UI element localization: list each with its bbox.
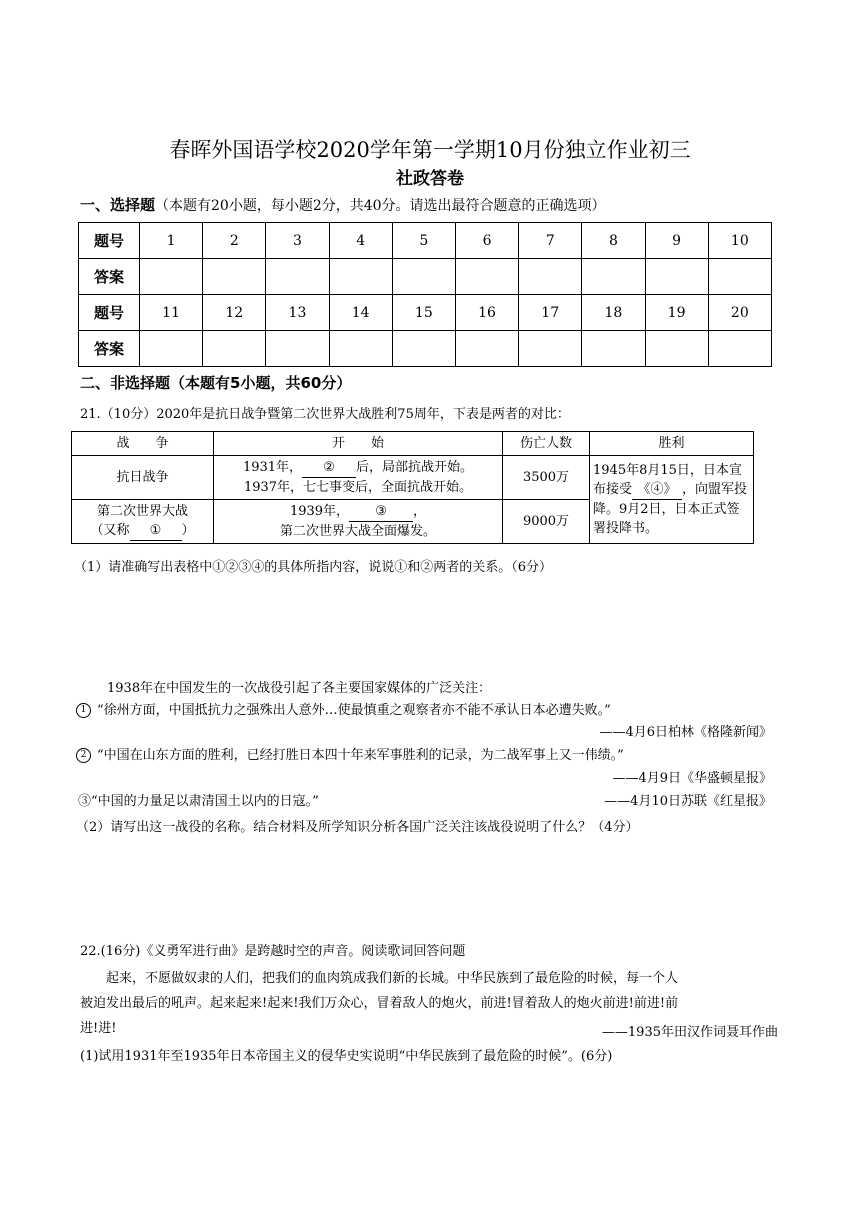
q22-sub1: (1)试用1931年至1935年日本帝国主义的侵华史实说明“中华民族到了最危险的时候”。(6分) xyxy=(80,1049,613,1064)
question-number: 10 xyxy=(708,223,771,259)
quote-3-source: ——4月10日苏联《红星报》 xyxy=(604,794,772,809)
question-number: 7 xyxy=(519,223,582,259)
material-intro: 1938年在中国发生的一次战役引起了各主要国家媒体的广泛关注： xyxy=(107,681,492,696)
quote-1 xyxy=(76,699,611,718)
answer-cell[interactable] xyxy=(519,259,582,295)
war2-start-b: 第二次世界大战全面爆发。 xyxy=(279,524,436,539)
war1-start-a-post: 后，局部抗战开始。 xyxy=(356,460,474,475)
answer-cell[interactable] xyxy=(519,331,582,367)
quote-1-text: “徐州方面，中国抵抗力之强殊出人意外…使最慎重之观察者亦不能不承认日本必遭失败。” xyxy=(97,703,611,718)
page-title: 春晖外国语学校2020学年第一学期10月份独立作业初三 xyxy=(169,138,691,162)
quote-1-source: ——4月6日柏林《格隆新闻》 xyxy=(599,725,772,740)
header-casualties: 伤亡人数 xyxy=(503,432,590,456)
question-number: 20 xyxy=(708,295,771,331)
q21-intro: 21.（10分）2020年是抗日战争暨第二次世界大战胜利75周年，下表是两者的对比： xyxy=(80,407,570,422)
blank-2[interactable]: ② xyxy=(302,458,356,478)
victory-text-pre: 1945年8月15日，日本宣布接受 xyxy=(593,463,742,497)
lyrics-line-1: 起来，不愿做奴隶的人们，把我们的血肉筑成我们新的长城。中华民族到了最危险的时候，每一个人 xyxy=(106,971,679,986)
question-number: 13 xyxy=(266,295,329,331)
war1-start-b: 1937年，七七事变后，全面抗战开始。 xyxy=(243,480,473,495)
answer-cell[interactable] xyxy=(582,331,645,367)
war2-start xyxy=(214,500,503,544)
header-start: 开 始 xyxy=(214,432,503,456)
label-number: 题号 xyxy=(79,295,140,331)
question-number: 4 xyxy=(329,223,392,259)
question-number: 12 xyxy=(203,295,266,331)
quote-3 xyxy=(78,790,319,809)
answer-cell[interactable] xyxy=(392,331,455,367)
answer-cell[interactable] xyxy=(140,259,203,295)
row-anti-japanese-war xyxy=(72,456,754,500)
answer-cell[interactable] xyxy=(708,331,771,367)
question-number: 9 xyxy=(645,223,708,259)
question-number: 2 xyxy=(203,223,266,259)
section1-heading xyxy=(80,194,606,215)
answer-cell[interactable] xyxy=(203,259,266,295)
question-number: 17 xyxy=(519,295,582,331)
header-victory: 胜利 xyxy=(590,432,754,456)
war2-casualties: 9000万 xyxy=(503,500,590,544)
label-number: 题号 xyxy=(79,223,140,259)
section1-note: （本题有20小题，每小题2分，共40分。请选出最符合题意的正确选项） xyxy=(155,198,606,214)
answer-cell[interactable] xyxy=(582,259,645,295)
q22-intro: 22.(16分)《义勇军进行曲》是跨越时空的声音。阅读歌词回答问题 xyxy=(80,944,466,959)
section2-heading xyxy=(80,372,351,393)
lyrics-source: ——1935年田汉作词聂耳作曲 xyxy=(601,1025,778,1040)
war2-start-pre: 1939年， xyxy=(289,504,350,519)
quote-marker-2: 2 xyxy=(76,748,91,763)
answer-cell[interactable] xyxy=(266,259,329,295)
war2-start-post: ， xyxy=(413,504,427,519)
question-number: 11 xyxy=(140,295,203,331)
question-number: 1 xyxy=(140,223,203,259)
victory-cell xyxy=(590,456,754,544)
question-number: 18 xyxy=(582,295,645,331)
answer-grid xyxy=(78,222,772,367)
answer-cell[interactable] xyxy=(203,331,266,367)
answer-grid-row-numbers-1 xyxy=(79,223,772,259)
answer-cell[interactable] xyxy=(455,331,518,367)
war2-alias-post: ） xyxy=(181,523,195,538)
war1-name: 抗日战争 xyxy=(72,456,214,500)
question-number: 6 xyxy=(455,223,518,259)
answer-cell[interactable] xyxy=(329,331,392,367)
blank-3[interactable]: ③ xyxy=(349,502,413,522)
question-number: 8 xyxy=(582,223,645,259)
question-number: 14 xyxy=(329,295,392,331)
answer-grid-row-numbers-2 xyxy=(79,295,772,331)
answer-grid-row-answers-1 xyxy=(79,259,772,295)
quote-2-source: ——4月9日《华盛顿星报》 xyxy=(612,771,772,786)
victory-text-post: ，向盟军投降。9月2日，日本正式签署投降书。 xyxy=(593,482,748,536)
war2-alias-pre: （又称 xyxy=(90,523,130,538)
q22-sub1-answer-area[interactable] xyxy=(80,1070,780,1180)
q21-sub2-answer-area[interactable] xyxy=(80,840,780,930)
war2-name xyxy=(72,500,214,544)
question-number: 3 xyxy=(266,223,329,259)
answer-cell[interactable] xyxy=(392,259,455,295)
war1-start xyxy=(214,456,503,500)
label-answer: 答案 xyxy=(79,331,140,367)
page-subtitle: 社政答卷 xyxy=(396,169,464,189)
comparison-table xyxy=(71,431,754,544)
section2-title: 二、非选择题（本题有5小题，共60分） xyxy=(80,374,352,392)
blank-4[interactable]: 《④》 xyxy=(632,480,682,500)
question-number: 19 xyxy=(645,295,708,331)
quote-marker-1: 1 xyxy=(76,703,91,718)
answer-cell[interactable] xyxy=(266,331,329,367)
answer-cell[interactable] xyxy=(708,259,771,295)
label-answer: 答案 xyxy=(79,259,140,295)
quote-2 xyxy=(76,744,624,763)
question-number: 5 xyxy=(392,223,455,259)
quote-3-text: “中国的力量足以肃清国土以内的日寇。” xyxy=(91,794,319,809)
section1-title: 一、选择题 xyxy=(80,196,156,214)
war1-start-a-pre: 1931年， xyxy=(242,460,303,475)
answer-cell[interactable] xyxy=(455,259,518,295)
question-number: 16 xyxy=(455,295,518,331)
war2-name-text: 第二次世界大战 xyxy=(96,504,188,519)
quote-2-text: “中国在山东方面的胜利，已经打胜日本四十年来军事胜利的记录，为二战军事上又一伟绩。” xyxy=(97,748,624,763)
lyrics-line-3: 进!进! xyxy=(80,1021,117,1036)
header-war: 战 争 xyxy=(72,432,214,456)
answer-cell[interactable] xyxy=(140,331,203,367)
comparison-header-row xyxy=(72,432,754,456)
q21-sub1-answer-area[interactable] xyxy=(80,580,780,670)
lyrics-line-2: 被迫发出最后的吼声。起来起来!起来!我们万众心，冒着敌人的炮火，前进!冒着敌人的炮火前进!前进!前 xyxy=(80,996,679,1011)
question-number: 15 xyxy=(392,295,455,331)
answer-grid-row-answers-2 xyxy=(79,331,772,367)
war1-casualties: 3500万 xyxy=(503,456,590,500)
q21-sub2: （2）请写出这一战役的名称。结合材料及所学知识分析各国广泛关注该战役说明了什么？（4分） xyxy=(76,820,639,835)
answer-cell[interactable] xyxy=(645,259,708,295)
quote-marker-3: ③ xyxy=(78,794,92,809)
answer-cell[interactable] xyxy=(645,331,708,367)
q21-sub1: （1）请准确写出表格中①②③④的具体所指内容，说说①和②两者的关系。（6分） xyxy=(74,560,553,575)
blank-1[interactable]: ① xyxy=(130,521,182,541)
answer-cell[interactable] xyxy=(329,259,392,295)
